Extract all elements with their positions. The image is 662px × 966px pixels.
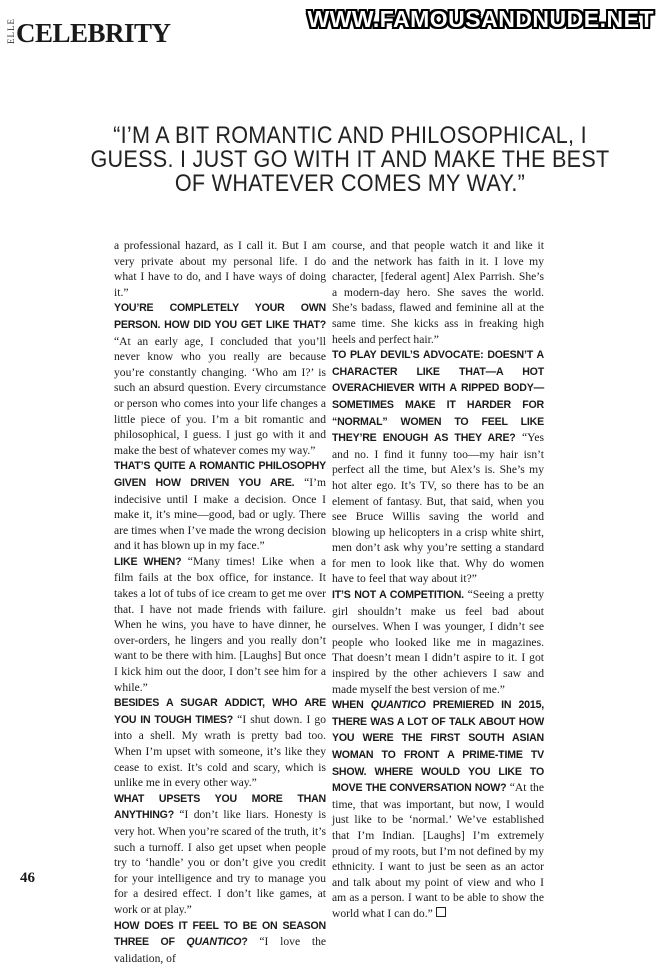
question-text: THAT’S QUITE A ROMANTIC PHILOSOPHY GIVEN HOW DRIVEN YOU ARE. <box>114 460 326 489</box>
interview-answer: “I don’t like liars. Honesty is very hot. When you’re scared of the truth, it’s such a turnoff. I also get upset when people try to ‘handle’ you or don’t give you credit for your intelligence and try to manage you for a desired effect. I don’t like games, at work or at play.” <box>114 808 326 916</box>
qa-paragraph <box>114 238 326 300</box>
interview-answer: “Seeing a pretty girl shouldn’t make us feel bad about ourselves. When I was younger, I didn’t see people who looked like me in magazines. That doesn’t mean I didn’t aspire to it. I got inspired by the other achievers I saw and made myself the best version of me.” <box>332 588 544 696</box>
interview-answer: “At an early age, I concluded that you’ll never know who you really are because you’re constantly changing. ‘Who am I?’ is such an absurd question. Every circumstance or person who comes into your life changes a little piece of you. I’m a bit romantic and philosophical, I guess. I just go with it and make the best of whatever comes my way.” <box>114 334 326 457</box>
qa-paragraph <box>332 587 544 697</box>
question-text: PREMIERED IN 2015, THERE WAS A LOT OF TALK ABOUT HOW YOU WERE THE FIRST SOUTH ASIAN WOMAN TO FRONT A PRIME-TIME TV SHOW. WHERE WOULD YOU LIKE TO MOVE THE CONVERSATION NOW? <box>332 699 544 795</box>
watermark: WWW.FAMOUSANDNUDE.NET <box>307 6 654 32</box>
qa-paragraph <box>332 238 544 347</box>
qa-paragraph <box>332 347 544 587</box>
qa-paragraph <box>114 300 326 458</box>
interview-question <box>114 302 326 331</box>
qa-paragraph <box>114 918 326 966</box>
interview-question <box>114 556 181 568</box>
interview-question <box>332 589 464 601</box>
article-column-left <box>114 238 326 966</box>
qa-paragraph <box>114 554 326 695</box>
interview-answer: “Many times! Like when a film fails at the box office, for instance. It takes a lot of tubs of ice cream to get me over that. I have not made friends with failure. When he wins, you have to have dinner, he over-orders, he lingers and you really don’t want to be there with him. [Laughs] But once I kick him out the door, I don’t see him for a while.” <box>114 554 326 694</box>
interview-question <box>114 460 326 489</box>
qa-paragraph <box>332 697 544 921</box>
article-column-right <box>332 238 544 922</box>
interview-answer: a professional hazard, as I call it. But I am very private about my personal life. I do what I have to do, and I have ways of doing it.” <box>114 239 326 299</box>
page-number: 46 <box>20 870 35 886</box>
interview-answer: “Yes and no. I find it funny too—my hair isn’t perfect all the time, but Alex’s is. She’s my hot alter ego. It’s TV, so there has to be an element of fantasy. But, that said, when you see Bruce Willis saving the world and blowing up helicopters in a crisp white shirt, men don’t ask why you’re setting a standard for men to look like that. Why do women have to feel that way about it?” <box>332 431 544 586</box>
show-title: QUANTICO <box>370 699 426 712</box>
interview-answer: “I love the validation, of <box>114 935 327 965</box>
question-text: ? <box>241 936 248 949</box>
qa-paragraph <box>114 791 326 918</box>
end-mark-icon <box>436 907 446 917</box>
interview-question <box>332 349 544 444</box>
question-text: WHAT UPSETS YOU MORE THAN ANYTHING? <box>114 792 326 822</box>
interview-answer: “I’m indecisive until I make a decision. Once I make it, it’s mine—good, bad or ugly. There are times when I’ve made the wrong decision and it has blown up in my face.” <box>114 475 326 553</box>
question-text: TO PLAY DEVIL’S ADVOCATE: DOESN’T A CHARACTER LIKE THAT—A HOT OVERACHIEVER WITH A RIPPED BODY—SOMETIMES MAKE IT HARDER FOR “NORMAL” WOMEN TO FEEL LIKE THEY’RE ENOUGH AS THEY ARE? <box>332 349 544 445</box>
show-title: QUANTICO <box>186 936 242 949</box>
section-title: CELEBRITY <box>16 18 171 48</box>
question-text: IT’S NOT A COMPETITION. <box>332 589 464 602</box>
pull-quote: “I’M A BIT ROMANTIC AND PHILOSOPHICAL, I GUESS. I JUST GO WITH IT AND MAKE THE BEST OF WHATEVER COMES MY WAY.” <box>90 122 610 197</box>
interview-answer: “I shut down. I go into a shell. My wrath is pretty bad too. When I’m upset with someone, it’s like they cease to exist. It’s cold and scary, which is unlike me in every other way.” <box>114 712 326 790</box>
header-magazine-name: ELLE <box>6 18 16 44</box>
question-text: LIKE WHEN? <box>114 555 182 568</box>
interview-answer: “At the time, that was important, but now, I would just like to be ‘normal.’ We’ve established that I’m Indian. [Laughs] I’m extremely proud of my roots, but I’m not defined by my ethnicity. I want to just be seen as an actor and talk about my point of view and who I am as a person. I want to be able to show the world what I can do.” <box>332 781 544 920</box>
question-text: WHEN <box>332 699 371 712</box>
interview-answer: course, and that people watch it and like it and the network has faith in it. I love my character, [federal agent] Alex Parrish. She’s a modern-day hero. She saves the world. She’s badass, flawed and feminine all at the same time. She kicks ass in freaking high heels and perfect hair.” <box>332 239 544 346</box>
qa-paragraph <box>114 458 326 554</box>
question-text: HOW DOES IT FEEL TO BE ON SEASON THREE OF <box>114 919 326 949</box>
interview-question <box>332 699 544 794</box>
qa-paragraph <box>114 695 326 791</box>
question-text: YOU’RE COMPLETELY YOUR OWN PERSON. HOW DID YOU GET LIKE THAT? <box>114 302 326 331</box>
question-text: BESIDES A SUGAR ADDICT, WHO ARE YOU IN TOUGH TIMES? <box>114 697 326 726</box>
